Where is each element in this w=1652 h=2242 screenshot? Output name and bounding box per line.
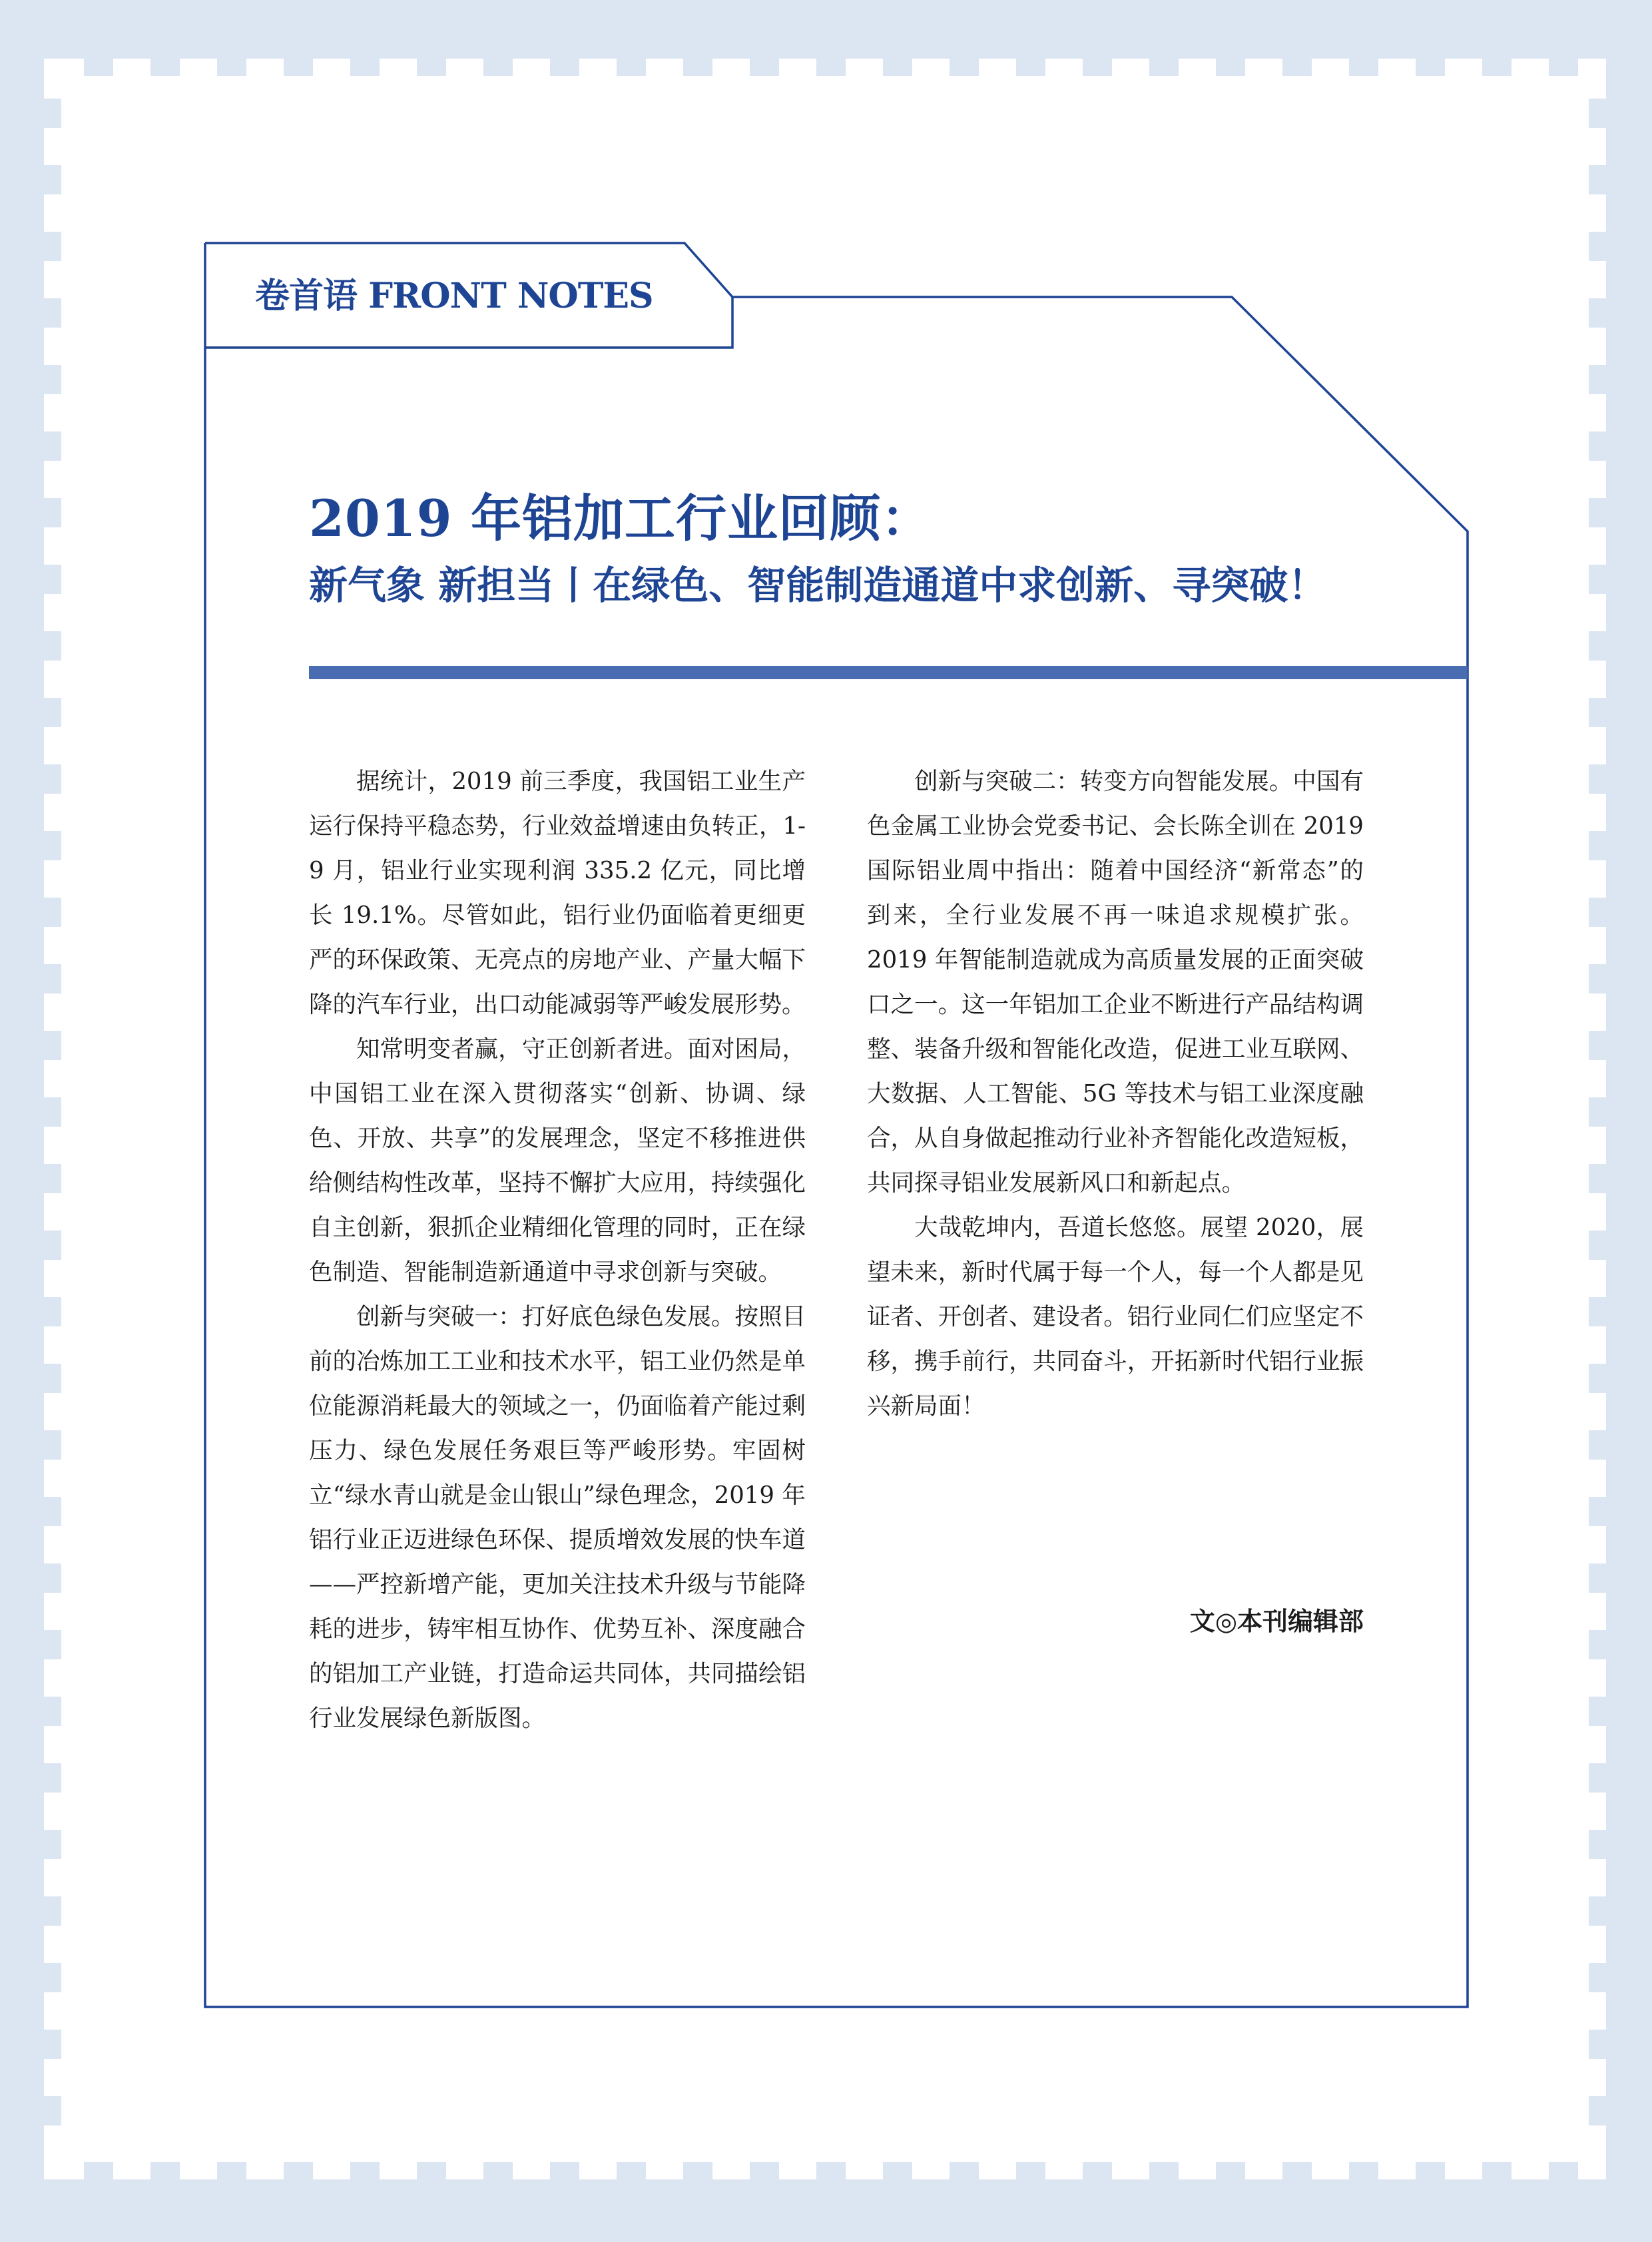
paragraph: 大哉乾坤内，吾道长悠悠。展望 2020，展望未来，新时代属于每一个人，每一个人都是见证者、开创者、建设者。铝行业同仁们应坚定不移，携手前行，共同奋斗，开拓新时代铝行业振兴新局面！	[867, 1214, 1364, 1420]
article-subtitle: 新气象 新担当丨在绿色、智能制造通道中求创新、寻突破！	[309, 563, 1327, 608]
section-tag: 卷首语 FRONT NOTES	[255, 276, 653, 316]
paragraph: 创新与突破二：转变方向智能发展。中国有色金属工业协会党委书记、会长陈全训在 2019 国际铝业周中指出：随着中国经济“新常态”的到来，全行业发展不再一味追求规模扩张。2019 年智能制造就成为高质量发展的正面突破口之一。这一年铝加工企业不断进行产品结构调整、装备升级和智能化改造，促进工业互联网、大数据、人工智能、5G 等技术与铝工业深度融合，从自身做起推动行业补齐智能化改造短板，共同探寻铝业发展新风口和新起点。	[867, 768, 1364, 1197]
paragraph: 据统计，2019 前三季度，我国铝工业生产运行保持平稳态势，行业效益增速由负转正，1-9 月，铝业行业实现利润 335.2 亿元，同比增长 19.1%。尽管如此，铝行业仍面临着更细更严的环保政策、无亮点的房地产业、产量大幅下降的汽车行业，出口动能减弱等严峻发展形势。	[309, 768, 806, 1018]
body-column-left	[309, 759, 806, 1741]
body-column-right	[867, 759, 1364, 1428]
paragraph: 知常明变者赢，守正创新者进。面对困局，中国铝工业在深入贯彻落实“创新、协调、绿色、开放、共享”的发展理念，坚定不移推进供给侧结构性改革，坚持不懈扩大应用，持续强化自主创新，狠抓企业精细化管理的同时，正在绿色制造、智能制造新通道中寻求创新与突破。	[309, 1035, 806, 1286]
paragraph: 创新与突破一：打好底色绿色发展。按照目前的冶炼加工工业和技术水平，铝工业仍然是单位能源消耗最大的领域之一，仍面临着产能过剩压力、绿色发展任务艰巨等严峻形势。牢固树立“绿水青山就是金山银山”绿色理念，2019 年铝行业正迈进绿色环保、提质增效发展的快车道——严控新增产能，更加关注技术升级与节能降耗的进步，铸牢相互协作、优势互补、深度融合的铝加工产业链，打造命运共同体，共同描绘铝行业发展绿色新版图。	[309, 1303, 806, 1732]
title-divider	[309, 666, 1468, 679]
article-title: 2019 年铝加工行业回顾：	[309, 489, 932, 548]
byline: 文◎本刊编辑部	[1189, 1607, 1364, 1636]
